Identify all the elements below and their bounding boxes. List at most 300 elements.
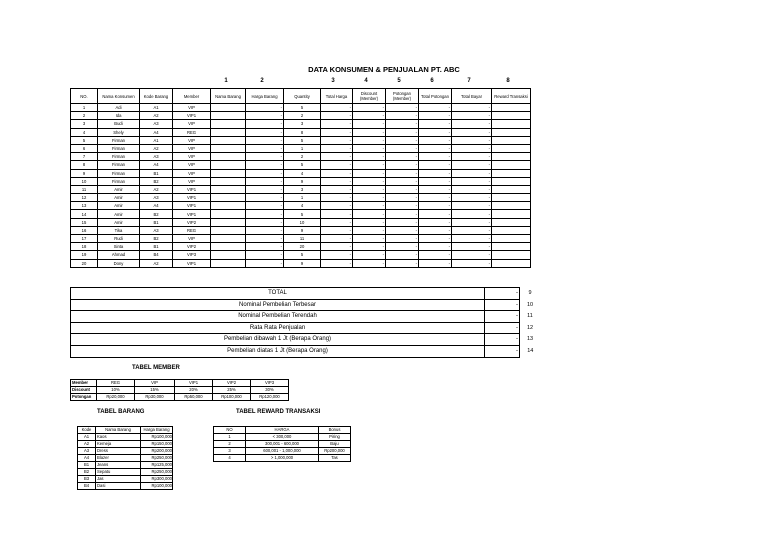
- cell-total-potongan[interactable]: -: [419, 120, 452, 128]
- cell-reward[interactable]: [492, 128, 531, 136]
- table-row: [71, 128, 531, 136]
- cell-quantity: 11: [284, 235, 321, 243]
- cell-discount[interactable]: -: [353, 104, 386, 112]
- barang-header: Kode: [78, 427, 96, 434]
- cell-kode-barang: B2: [140, 177, 173, 185]
- member-row-member: [71, 380, 289, 387]
- cell-total-bayar[interactable]: -: [452, 194, 492, 202]
- cell-harga-barang[interactable]: -: [246, 177, 284, 185]
- cell-total-bayar[interactable]: -: [452, 120, 492, 128]
- cell-total-harga[interactable]: -: [321, 251, 353, 259]
- cell-nama-konsumen: Firman: [98, 153, 140, 161]
- header-member: Member: [173, 89, 211, 104]
- summary-number: 11: [527, 313, 533, 320]
- cell-kode-barang: B1: [140, 218, 173, 226]
- barang-harga: Rp250,000: [141, 469, 173, 476]
- barang-nama: Dasi: [96, 483, 141, 490]
- cell-reward[interactable]: [492, 153, 531, 161]
- cell-total-potongan[interactable]: -: [419, 112, 452, 120]
- cell-reward[interactable]: [492, 226, 531, 234]
- barang-header: Harga Barang: [141, 427, 173, 434]
- member-member-cell: VIP3: [251, 380, 289, 387]
- cell-harga-barang[interactable]: -: [246, 226, 284, 234]
- summary-label: Pembelian diatas 1 Jt (Berapa Orang): [71, 345, 485, 357]
- cell-harga-barang[interactable]: -: [246, 210, 284, 218]
- cell-nama-barang[interactable]: [211, 251, 246, 259]
- barang-kode: B2: [78, 469, 96, 476]
- cell-kode-barang: A2: [140, 259, 173, 267]
- cell-kode-barang: A1: [140, 104, 173, 112]
- barang-header: Nama Barang: [96, 427, 141, 434]
- cell-total-bayar[interactable]: -: [452, 169, 492, 177]
- cell-discount[interactable]: -: [353, 144, 386, 152]
- barang-kode: B4: [78, 483, 96, 490]
- cell-kode-barang: B1: [140, 243, 173, 251]
- reward-no: 4: [214, 455, 246, 462]
- member-discount-cell: 15%: [135, 387, 175, 394]
- table-row: [71, 194, 531, 202]
- cell-harga-barang[interactable]: -: [246, 218, 284, 226]
- cell-total-potongan[interactable]: -: [419, 128, 452, 136]
- table-row: [71, 235, 531, 243]
- cell-nama-barang[interactable]: [211, 218, 246, 226]
- summary-row: [71, 311, 541, 323]
- cell-total-potongan[interactable]: -: [419, 161, 452, 169]
- cell-potongan[interactable]: -: [386, 169, 419, 177]
- cell-nama-barang[interactable]: [211, 226, 246, 234]
- header-total-potongan: Total Potongan: [419, 89, 452, 104]
- cell-total-potongan[interactable]: -: [419, 218, 452, 226]
- cell-nama-barang[interactable]: [211, 104, 246, 112]
- cell-reward[interactable]: [492, 202, 531, 210]
- cell-total-harga[interactable]: -: [321, 218, 353, 226]
- cell-total-potongan[interactable]: -: [419, 104, 452, 112]
- cell-harga-barang[interactable]: -: [246, 251, 284, 259]
- cell-total-potongan[interactable]: -: [419, 202, 452, 210]
- barang-nama: Kaos: [96, 434, 141, 441]
- cell-total-bayar[interactable]: -: [452, 218, 492, 226]
- cell-total-bayar[interactable]: -: [452, 144, 492, 152]
- summary-number: 14: [527, 347, 534, 354]
- summary-row: [71, 288, 541, 300]
- cell-nama-konsumen: Shely: [98, 128, 140, 136]
- cell-no: 4: [71, 128, 98, 136]
- cell-total-harga[interactable]: -: [321, 226, 353, 234]
- cell-discount[interactable]: -: [353, 259, 386, 267]
- barang-row: [78, 441, 173, 448]
- summary-row: [71, 299, 541, 311]
- cell-nama-barang[interactable]: [211, 153, 246, 161]
- cell-total-potongan[interactable]: -: [419, 259, 452, 267]
- cell-harga-barang[interactable]: -: [246, 235, 284, 243]
- tabel-reward-title: TABEL REWARD TRANSAKSI: [236, 409, 321, 415]
- cell-discount[interactable]: -: [353, 226, 386, 234]
- barang-row: [78, 434, 173, 441]
- reward-bonus: Tas: [319, 455, 351, 462]
- reward-header: NO: [214, 427, 246, 434]
- cell-quantity: 5: [284, 161, 321, 169]
- cell-total-harga[interactable]: -: [321, 202, 353, 210]
- cell-discount[interactable]: -: [353, 243, 386, 251]
- tabel-barang: [77, 426, 173, 490]
- cell-discount[interactable]: -: [353, 161, 386, 169]
- cell-potongan[interactable]: -: [386, 185, 419, 193]
- summary-value[interactable]: -: [485, 311, 520, 323]
- cell-nama-barang[interactable]: [211, 128, 246, 136]
- cell-potongan[interactable]: -: [386, 259, 419, 267]
- cell-total-harga[interactable]: -: [321, 185, 353, 193]
- cell-kode-barang: A3: [140, 194, 173, 202]
- cell-potongan[interactable]: -: [386, 161, 419, 169]
- cell-total-bayar[interactable]: -: [452, 112, 492, 120]
- member-member-cell: REG: [97, 380, 135, 387]
- reward-harga: < 300,000: [246, 434, 319, 441]
- cell-harga-barang[interactable]: -: [246, 243, 284, 251]
- table-row: [71, 259, 531, 267]
- cell-reward[interactable]: [492, 169, 531, 177]
- cell-total-bayar[interactable]: -: [452, 202, 492, 210]
- cell-discount[interactable]: -: [353, 128, 386, 136]
- cell-total-potongan[interactable]: -: [419, 251, 452, 259]
- summary-value[interactable]: -: [485, 322, 520, 334]
- cell-member: VIP1: [173, 112, 211, 120]
- cell-nama-barang[interactable]: [211, 185, 246, 193]
- barang-harga: Rp250,000: [141, 455, 173, 462]
- cell-reward[interactable]: [492, 243, 531, 251]
- cell-reward[interactable]: [492, 218, 531, 226]
- cell-potongan[interactable]: -: [386, 136, 419, 144]
- cell-reward[interactable]: [492, 210, 531, 218]
- cell-reward[interactable]: [492, 251, 531, 259]
- cell-total-potongan[interactable]: -: [419, 177, 452, 185]
- cell-total-harga[interactable]: -: [321, 243, 353, 251]
- reward-no: 3: [214, 448, 246, 455]
- table-header-row: [71, 89, 531, 104]
- cell-quantity: 9: [284, 259, 321, 267]
- cell-quantity: 5: [284, 104, 321, 112]
- cell-nama-konsumen: Amir: [98, 194, 140, 202]
- summary-value[interactable]: -: [485, 299, 520, 311]
- cell-total-potongan[interactable]: -: [419, 153, 452, 161]
- cell-potongan[interactable]: -: [386, 177, 419, 185]
- table-row: [71, 210, 531, 218]
- cell-nama-barang[interactable]: [211, 210, 246, 218]
- cell-nama-konsumen: Adi: [98, 104, 140, 112]
- sales-data-table: [70, 88, 531, 268]
- cell-nama-barang[interactable]: [211, 235, 246, 243]
- cell-harga-barang[interactable]: -: [246, 104, 284, 112]
- cell-kode-barang: A4: [140, 128, 173, 136]
- barang-nama: Dress: [96, 448, 141, 455]
- cell-total-bayar[interactable]: -: [452, 136, 492, 144]
- cell-reward[interactable]: [492, 104, 531, 112]
- cell-total-bayar[interactable]: -: [452, 161, 492, 169]
- summary-value[interactable]: -: [485, 334, 520, 346]
- summary-table: [70, 287, 541, 358]
- cell-quantity: 3: [284, 185, 321, 193]
- barang-kode: A1: [78, 434, 96, 441]
- cell-total-bayar[interactable]: -: [452, 177, 492, 185]
- cell-potongan[interactable]: -: [386, 128, 419, 136]
- cell-total-harga[interactable]: -: [321, 169, 353, 177]
- cell-reward[interactable]: [492, 112, 531, 120]
- cell-total-harga[interactable]: -: [321, 161, 353, 169]
- cell-nama-konsumen: Ida: [98, 112, 140, 120]
- reward-bonus: Rp200,000: [319, 448, 351, 455]
- cell-nama-konsumen: Budi: [98, 120, 140, 128]
- cell-quantity: 5: [284, 136, 321, 144]
- summary-label: Rata Rata Penjualan: [71, 322, 485, 334]
- cell-total-potongan[interactable]: -: [419, 243, 452, 251]
- cell-quantity: 2: [284, 112, 321, 120]
- member-member-cell: VIP2: [213, 380, 251, 387]
- cell-kode-barang: A3: [140, 120, 173, 128]
- cell-discount[interactable]: -: [353, 202, 386, 210]
- summary-value[interactable]: -: [485, 345, 520, 357]
- cell-harga-barang[interactable]: -: [246, 144, 284, 152]
- column-number: 7: [467, 78, 471, 84]
- cell-nama-konsumen: Sinta: [98, 243, 140, 251]
- cell-quantity: 4: [284, 202, 321, 210]
- barang-harga: Rp125,000: [141, 462, 173, 469]
- member-row-label: Member: [71, 380, 97, 387]
- cell-member: VIP: [173, 177, 211, 185]
- cell-potongan[interactable]: -: [386, 202, 419, 210]
- cell-potongan[interactable]: -: [386, 218, 419, 226]
- cell-discount[interactable]: -: [353, 210, 386, 218]
- cell-total-harga[interactable]: -: [321, 235, 353, 243]
- cell-discount[interactable]: -: [353, 112, 386, 120]
- cell-harga-barang[interactable]: -: [246, 120, 284, 128]
- barang-kode: B3: [78, 476, 96, 483]
- cell-reward[interactable]: [492, 235, 531, 243]
- cell-total-bayar[interactable]: -: [452, 226, 492, 234]
- cell-member: VIP2: [173, 218, 211, 226]
- cell-kode-barang: A4: [140, 161, 173, 169]
- cell-total-bayar[interactable]: -: [452, 185, 492, 193]
- cell-potongan[interactable]: -: [386, 153, 419, 161]
- cell-potongan[interactable]: -: [386, 251, 419, 259]
- table-row: [71, 136, 531, 144]
- cell-total-potongan[interactable]: -: [419, 169, 452, 177]
- tabel-reward-transaksi: [213, 426, 351, 462]
- summary-label: Pembelian dibawah 1 Jt (Berapa Orang): [71, 334, 485, 346]
- reward-harga: 600,001 - 1,000,000: [246, 448, 319, 455]
- tabel-member: [70, 379, 289, 401]
- cell-nama-konsumen: Rudi: [98, 235, 140, 243]
- cell-total-harga[interactable]: -: [321, 128, 353, 136]
- cell-kode-barang: A2: [140, 144, 173, 152]
- cell-nama-barang[interactable]: [211, 169, 246, 177]
- cell-nama-barang[interactable]: [211, 136, 246, 144]
- barang-header-row: [78, 427, 173, 434]
- cell-no: 17: [71, 235, 98, 243]
- cell-quantity: 3: [284, 120, 321, 128]
- member-discount-cell: 25%: [213, 387, 251, 394]
- cell-member: VIP1: [173, 210, 211, 218]
- cell-total-harga[interactable]: -: [321, 144, 353, 152]
- cell-no: 20: [71, 259, 98, 267]
- cell-nama-barang[interactable]: [211, 161, 246, 169]
- summary-number: 13: [526, 336, 534, 343]
- table-row: [71, 112, 531, 120]
- cell-nama-barang[interactable]: [211, 177, 246, 185]
- member-row-label: Discount: [71, 387, 97, 394]
- reward-no: 1: [214, 434, 246, 441]
- cell-total-bayar[interactable]: -: [452, 251, 492, 259]
- cell-discount[interactable]: -: [353, 185, 386, 193]
- cell-total-harga[interactable]: -: [321, 210, 353, 218]
- cell-discount[interactable]: -: [353, 218, 386, 226]
- cell-potongan[interactable]: -: [386, 243, 419, 251]
- cell-discount[interactable]: -: [353, 169, 386, 177]
- member-potongan-cell: Rp50,000: [175, 394, 213, 401]
- barang-row: [78, 455, 173, 462]
- cell-reward[interactable]: [492, 177, 531, 185]
- cell-total-bayar[interactable]: -: [452, 128, 492, 136]
- cell-kode-barang: A4: [140, 202, 173, 210]
- cell-member: VIP: [173, 104, 211, 112]
- table-row: [71, 202, 531, 210]
- cell-harga-barang[interactable]: -: [246, 128, 284, 136]
- cell-nama-barang[interactable]: [211, 259, 246, 267]
- summary-label: Nominal Pembelian Terendah: [71, 311, 485, 323]
- cell-total-harga[interactable]: -: [321, 177, 353, 185]
- cell-total-potongan[interactable]: -: [419, 226, 452, 234]
- cell-total-bayar[interactable]: -: [452, 210, 492, 218]
- barang-kode: A4: [78, 455, 96, 462]
- cell-total-bayar[interactable]: -: [452, 235, 492, 243]
- cell-total-potongan[interactable]: -: [419, 210, 452, 218]
- cell-nama-barang[interactable]: [211, 243, 246, 251]
- page-title: DATA KONSUMEN & PENJUALAN PT. ABC: [308, 65, 460, 74]
- cell-quantity: 4: [284, 169, 321, 177]
- cell-nama-konsumen: Amir: [98, 202, 140, 210]
- cell-discount[interactable]: -: [353, 194, 386, 202]
- barang-nama: Jeans: [96, 462, 141, 469]
- cell-harga-barang[interactable]: -: [246, 161, 284, 169]
- member-potongan-cell: Rp120,000: [251, 394, 289, 401]
- cell-reward[interactable]: [492, 259, 531, 267]
- cell-nama-barang[interactable]: [211, 144, 246, 152]
- cell-total-bayar[interactable]: -: [452, 243, 492, 251]
- cell-potongan[interactable]: -: [386, 104, 419, 112]
- cell-no: 1: [71, 104, 98, 112]
- cell-discount[interactable]: -: [353, 153, 386, 161]
- cell-reward[interactable]: [492, 194, 531, 202]
- cell-harga-barang[interactable]: -: [246, 112, 284, 120]
- summary-value[interactable]: -: [485, 288, 520, 300]
- cell-reward[interactable]: [492, 161, 531, 169]
- cell-total-potongan[interactable]: -: [419, 185, 452, 193]
- cell-total-harga[interactable]: -: [321, 120, 353, 128]
- cell-total-bayar[interactable]: -: [452, 104, 492, 112]
- header-nama-konsumen: Nama Konsumen: [98, 89, 140, 104]
- table-row: [71, 226, 531, 234]
- cell-potongan[interactable]: -: [386, 112, 419, 120]
- cell-reward[interactable]: [492, 120, 531, 128]
- barang-kode: A3: [78, 448, 96, 455]
- column-number: 6: [430, 78, 434, 84]
- table-row: [71, 120, 531, 128]
- cell-no: 5: [71, 136, 98, 144]
- cell-discount[interactable]: -: [353, 177, 386, 185]
- reward-bonus: Piring: [319, 434, 351, 441]
- cell-reward[interactable]: [492, 144, 531, 152]
- header-potongan: Potongan (Member): [386, 89, 419, 104]
- cell-member: VIP1: [173, 194, 211, 202]
- cell-harga-barang[interactable]: -: [246, 153, 284, 161]
- cell-potongan[interactable]: -: [386, 194, 419, 202]
- cell-total-harga[interactable]: -: [321, 259, 353, 267]
- cell-harga-barang[interactable]: -: [246, 259, 284, 267]
- member-potongan-cell: Rp30,000: [135, 394, 175, 401]
- cell-potongan[interactable]: -: [386, 120, 419, 128]
- cell-harga-barang[interactable]: -: [246, 194, 284, 202]
- cell-quantity: 1: [284, 194, 321, 202]
- cell-potongan[interactable]: -: [386, 144, 419, 152]
- cell-potongan[interactable]: -: [386, 226, 419, 234]
- cell-total-harga[interactable]: -: [321, 104, 353, 112]
- member-discount-cell: 10%: [97, 387, 135, 394]
- cell-total-harga[interactable]: -: [321, 112, 353, 120]
- cell-total-bayar[interactable]: -: [452, 259, 492, 267]
- cell-member: REG: [173, 226, 211, 234]
- cell-discount[interactable]: -: [353, 120, 386, 128]
- cell-nama-barang[interactable]: [211, 120, 246, 128]
- cell-harga-barang[interactable]: -: [246, 169, 284, 177]
- cell-total-harga[interactable]: -: [321, 153, 353, 161]
- cell-member: VIP: [173, 161, 211, 169]
- cell-no: 9: [71, 169, 98, 177]
- member-row-label: Potongan: [71, 394, 97, 401]
- summary-number: 9: [528, 290, 532, 296]
- cell-nama-barang[interactable]: [211, 112, 246, 120]
- cell-harga-barang[interactable]: -: [246, 185, 284, 193]
- cell-reward[interactable]: [492, 185, 531, 193]
- cell-discount[interactable]: -: [353, 251, 386, 259]
- barang-harga: Rp300,000: [141, 476, 173, 483]
- cell-potongan[interactable]: -: [386, 235, 419, 243]
- cell-total-potongan[interactable]: -: [419, 194, 452, 202]
- reward-row: [214, 441, 351, 448]
- cell-total-potongan[interactable]: -: [419, 235, 452, 243]
- reward-header: HARGA: [246, 427, 319, 434]
- cell-nama-konsumen: Firman: [98, 177, 140, 185]
- cell-reward[interactable]: [492, 136, 531, 144]
- cell-nama-barang[interactable]: [211, 202, 246, 210]
- cell-no: 7: [71, 153, 98, 161]
- cell-member: VIP: [173, 169, 211, 177]
- cell-total-harga[interactable]: -: [321, 194, 353, 202]
- barang-harga: Rp100,000: [141, 483, 173, 490]
- cell-discount[interactable]: -: [353, 136, 386, 144]
- reward-harga: > 1,000,000: [246, 455, 319, 462]
- cell-harga-barang[interactable]: -: [246, 202, 284, 210]
- cell-total-potongan[interactable]: -: [419, 136, 452, 144]
- cell-member: VIP1: [173, 202, 211, 210]
- cell-total-potongan[interactable]: -: [419, 144, 452, 152]
- cell-harga-barang[interactable]: -: [246, 136, 284, 144]
- table-row: [71, 104, 531, 112]
- cell-no: 11: [71, 185, 98, 193]
- cell-total-harga[interactable]: -: [321, 136, 353, 144]
- column-number: 3: [331, 78, 335, 84]
- cell-nama-barang[interactable]: [211, 194, 246, 202]
- cell-potongan[interactable]: -: [386, 210, 419, 218]
- cell-discount[interactable]: -: [353, 235, 386, 243]
- cell-total-bayar[interactable]: -: [452, 153, 492, 161]
